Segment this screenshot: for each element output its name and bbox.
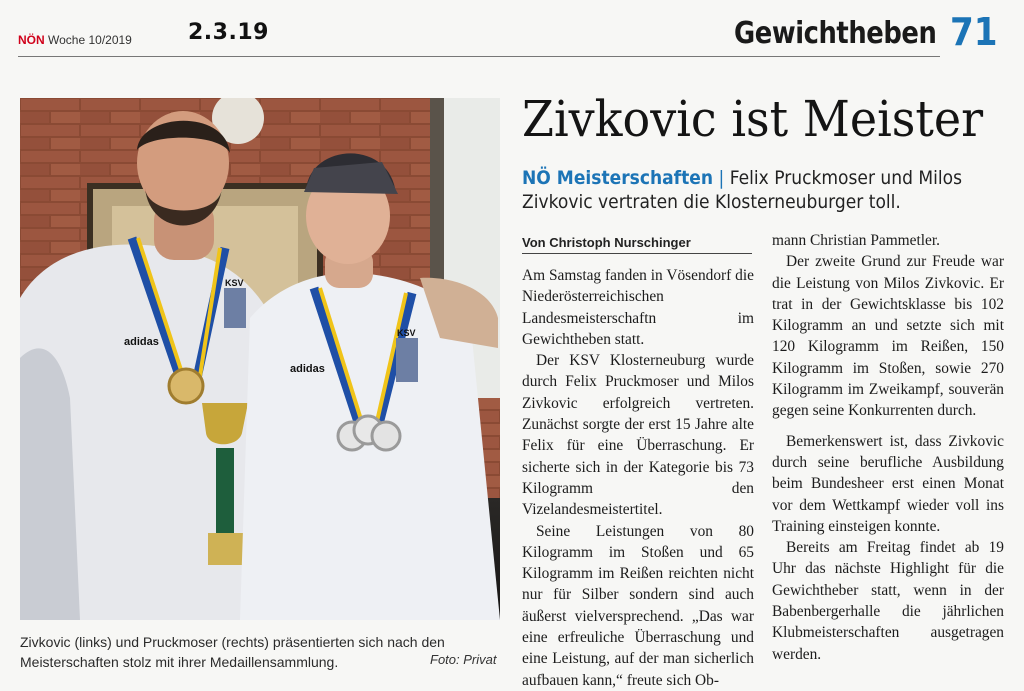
paragraph: Seine Leistungen von 80 Kilogramm im Stoßen und 65 Kilogramm im Reißen reichten nicht nur für Silber sondern sind auch äußerst vielversprechend. „Das war eine erfreuliche Überraschung und eine Leistung, auf der man sicherlich aufbauen kann,“ freute sich Ob- — [522, 522, 754, 689]
section-title: Gewichtheben — [734, 16, 937, 51]
article-headline: Zivkovic ist Meister — [522, 90, 984, 148]
paragraph: Bemerkenswert ist, dass Zivkovic durch seine berufliche Ausbildung beim Bundesheer erst einen Monat vor dem Wettkampf wieder voll ins Training einsteigen konnte. — [772, 432, 1004, 535]
newspaper-issue — [18, 33, 132, 47]
kicker-separator: | — [718, 167, 725, 189]
page-number: 71 — [950, 10, 998, 54]
jacket-brand-right: adidas — [290, 363, 325, 375]
article-photo — [20, 98, 500, 620]
paragraph: Der zweite Grund zur Freude war die Leistung von Milos Zivkovic. Er trat in der Gewichtsklasse bis 102 Kilogramm an und setzte sich mit 120 Kilogramm im Reißen, 150 Kilogramm im Stoßen, sowie 270 Kilogramm im Zweikampf, souverän gegen seine Konkurrenten durch. — [772, 253, 1004, 420]
paragraph: Der KSV Klosterneuburg wurde durch Felix Pruckmoser und Milos Zivkovic erfolgreich vertreten. Zunächst sorgte der erst 15 Jahre alte Felix für eine Überraschung. Er sicherte sich in der Kategorie bis 73 Kilogramm den Vizelandesmeistertitel. — [522, 352, 754, 519]
header-rule — [18, 56, 940, 57]
article-kicker: NÖ Meisterschaften — [522, 167, 714, 189]
article-column-1 — [522, 265, 754, 691]
newspaper-logo: NÖN — [18, 33, 45, 47]
paragraph: mann Christian Pammetler. — [772, 232, 940, 249]
paragraph: Am Samstag fanden in Vösendorf die Niederösterreichischen Landesmeisterschaftn im Gewichtheben statt. — [522, 267, 754, 348]
photo-credit: Foto: Privat — [430, 652, 497, 667]
paragraph: Bereits am Freitag findet ab 19 Uhr das nächste Highlight für die Gewichtheber statt, wenn in der Babenbergerhalle die jährlichen Klubmeisterschaften ausgetragen werden. — [772, 539, 1004, 663]
photo-caption: Zivkovic (links) und Pruckmoser (rechts) präsentierten sich nach den Meisterschaften stolz mit ihrer Medaillensammlung. — [20, 634, 445, 670]
subhead-text: Felix Pruckmoser und Milos Zivkovic vertraten die Klosterneuburger toll. — [522, 167, 963, 213]
club-badge-left: KSV — [225, 278, 244, 288]
page-header — [0, 0, 1024, 60]
article-column-2 — [772, 230, 1004, 665]
handwritten-date: 2.3.19 — [188, 20, 269, 45]
club-badge-right: KSV — [397, 328, 416, 338]
issue-label: Woche 10/2019 — [48, 33, 132, 47]
jacket-brand-left: adidas — [124, 336, 159, 348]
byline: Von Christoph Nurschinger — [522, 235, 752, 254]
athletes-photo-illustration — [20, 98, 500, 620]
article-subhead — [522, 166, 963, 214]
